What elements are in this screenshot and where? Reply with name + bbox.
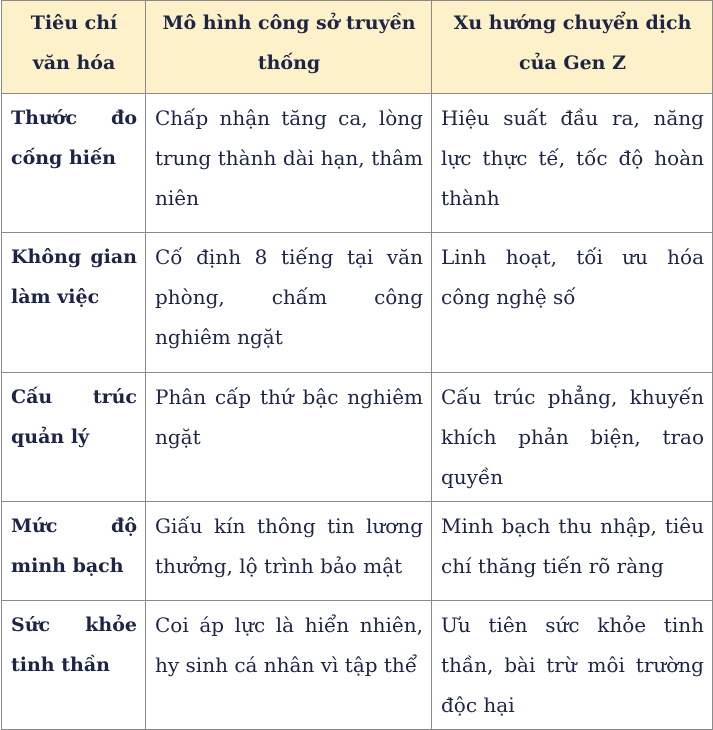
header-row (2, 1, 713, 94)
table-row (2, 601, 713, 730)
header-genz: Xu hướng chuyển dịch của Gen Z (432, 1, 713, 94)
criterion-cell: Thước đo cống hiến (2, 94, 146, 233)
traditional-cell: Coi áp lực là hiển nhiên, hy sinh cá nhân vì tập thể (146, 601, 432, 730)
traditional-cell: Cố định 8 tiếng tại văn phòng, chấm công nghiêm ngặt (146, 233, 432, 373)
criterion-cell: Sức khỏe tinh thần (2, 601, 146, 730)
genz-cell: Cấu trúc phẳng, khuyến khích phản biện, trao quyền (432, 373, 713, 502)
table-row (2, 373, 713, 502)
traditional-cell: Chấp nhận tăng ca, lòng trung thành dài hạn, thâm niên (146, 94, 432, 233)
table-row (2, 502, 713, 601)
genz-cell: Minh bạch thu nhập, tiêu chí thăng tiến rõ ràng (432, 502, 713, 601)
genz-cell: Ưu tiên sức khỏe tinh thần, bài trừ môi trường độc hại (432, 601, 713, 730)
table-row (2, 94, 713, 233)
traditional-cell: Giấu kín thông tin lương thưởng, lộ trình bảo mật (146, 502, 432, 601)
header-criterion: Tiêu chí văn hóa (2, 1, 146, 94)
header-traditional: Mô hình công sở truyền thống (146, 1, 432, 94)
traditional-cell: Phân cấp thứ bậc nghiêm ngặt (146, 373, 432, 502)
criterion-cell: Mức độ minh bạch (2, 502, 146, 601)
criterion-cell: Cấu trúc quản lý (2, 373, 146, 502)
criterion-cell: Không gian làm việc (2, 233, 146, 373)
comparison-table (1, 0, 713, 730)
genz-cell: Linh hoạt, tối ưu hóa công nghệ số (432, 233, 713, 373)
genz-cell: Hiệu suất đầu ra, năng lực thực tế, tốc độ hoàn thành (432, 94, 713, 233)
table-row (2, 233, 713, 373)
